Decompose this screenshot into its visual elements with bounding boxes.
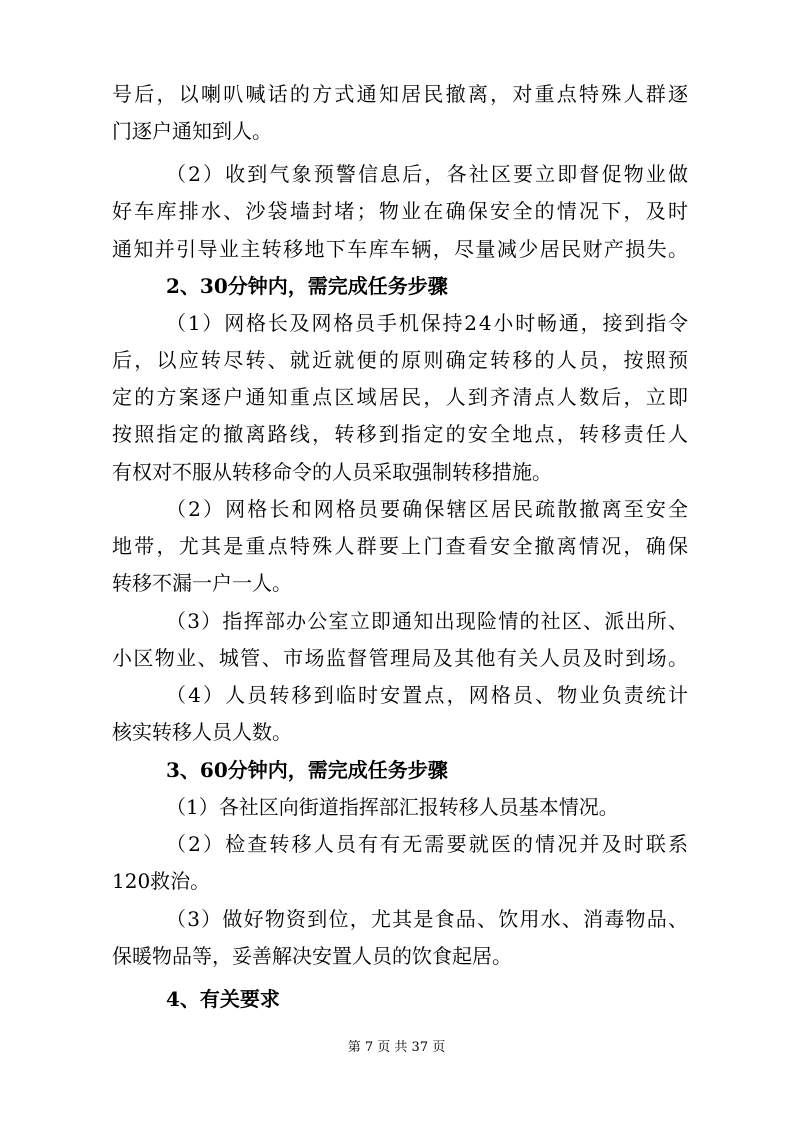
text-line: （2）网格长和网格员要确保辖区居民疏散撤离至安全 xyxy=(166,497,691,521)
text-line: 有权对不服从转移命令的人员采取强制转移措施。 xyxy=(112,460,552,484)
text-line: 号后，以喇叭喊话的方式通知居民撤离，对重点特殊人群逐 xyxy=(112,82,691,106)
text-line: （1）各社区向街道指挥部汇报转移人员基本情况。 xyxy=(166,795,619,819)
text-line: 后，以应转尽转、就近就便的原则确定转移的人员，按照预 xyxy=(112,348,691,372)
text-line: （3）指挥部办公室立即通知出现险情的社区、派出所、 xyxy=(166,609,690,633)
section-heading: 2、30分钟内，需完成任务步骤 xyxy=(166,274,448,298)
text-line: 核实转移人员人数。 xyxy=(112,720,292,744)
text-line: 转移不漏一户一人。 xyxy=(112,571,292,595)
text-line: 120救治。 xyxy=(112,869,211,893)
text-line: （4）人员转移到临时安置点，网格员、物业负责统计 xyxy=(166,683,691,707)
text-line: 小区物业、城管、市场监督管理局及其他有关人员及时到场。 xyxy=(112,646,690,670)
section-heading: 3、60分钟内，需完成任务步骤 xyxy=(166,758,448,782)
text-line: 好车库排水、沙袋墙封堵；物业在确保安全的情况下，及时 xyxy=(112,199,691,223)
text-line: （2）收到气象预警信息后，各社区要立即督促物业做 xyxy=(166,162,691,186)
text-line: 按照指定的撤离路线，转移到指定的安全地点，转移责任人 xyxy=(112,422,691,446)
text-line: 定的方案逐户通知重点区域居民，人到齐清点人数后，立即 xyxy=(112,385,691,409)
text-line: 地带，尤其是重点特殊人群要上门查看安全撤离情况，确保 xyxy=(112,534,691,558)
page-footer: 第 7 页 共 37 页 xyxy=(347,1040,446,1055)
text-line: 门逐户通知到人。 xyxy=(112,119,272,143)
text-line: （3）做好物资到位，尤其是食品、饮用水、消毒物品、 xyxy=(166,907,690,931)
text-line: （1）网格长及网格员手机保持24小时畅通，接到指令 xyxy=(166,311,690,335)
text-line: 保暖物品等，妥善解决安置人员的饮食起居。 xyxy=(112,944,512,968)
section-heading: 4、有关要求 xyxy=(166,987,280,1011)
text-line: 通知并引导业主转移地下车库车辆，尽量减少居民财产损失。 xyxy=(112,237,690,261)
text-line: （2）检查转移人员有有无需要就医的情况并及时联系 xyxy=(166,832,691,856)
